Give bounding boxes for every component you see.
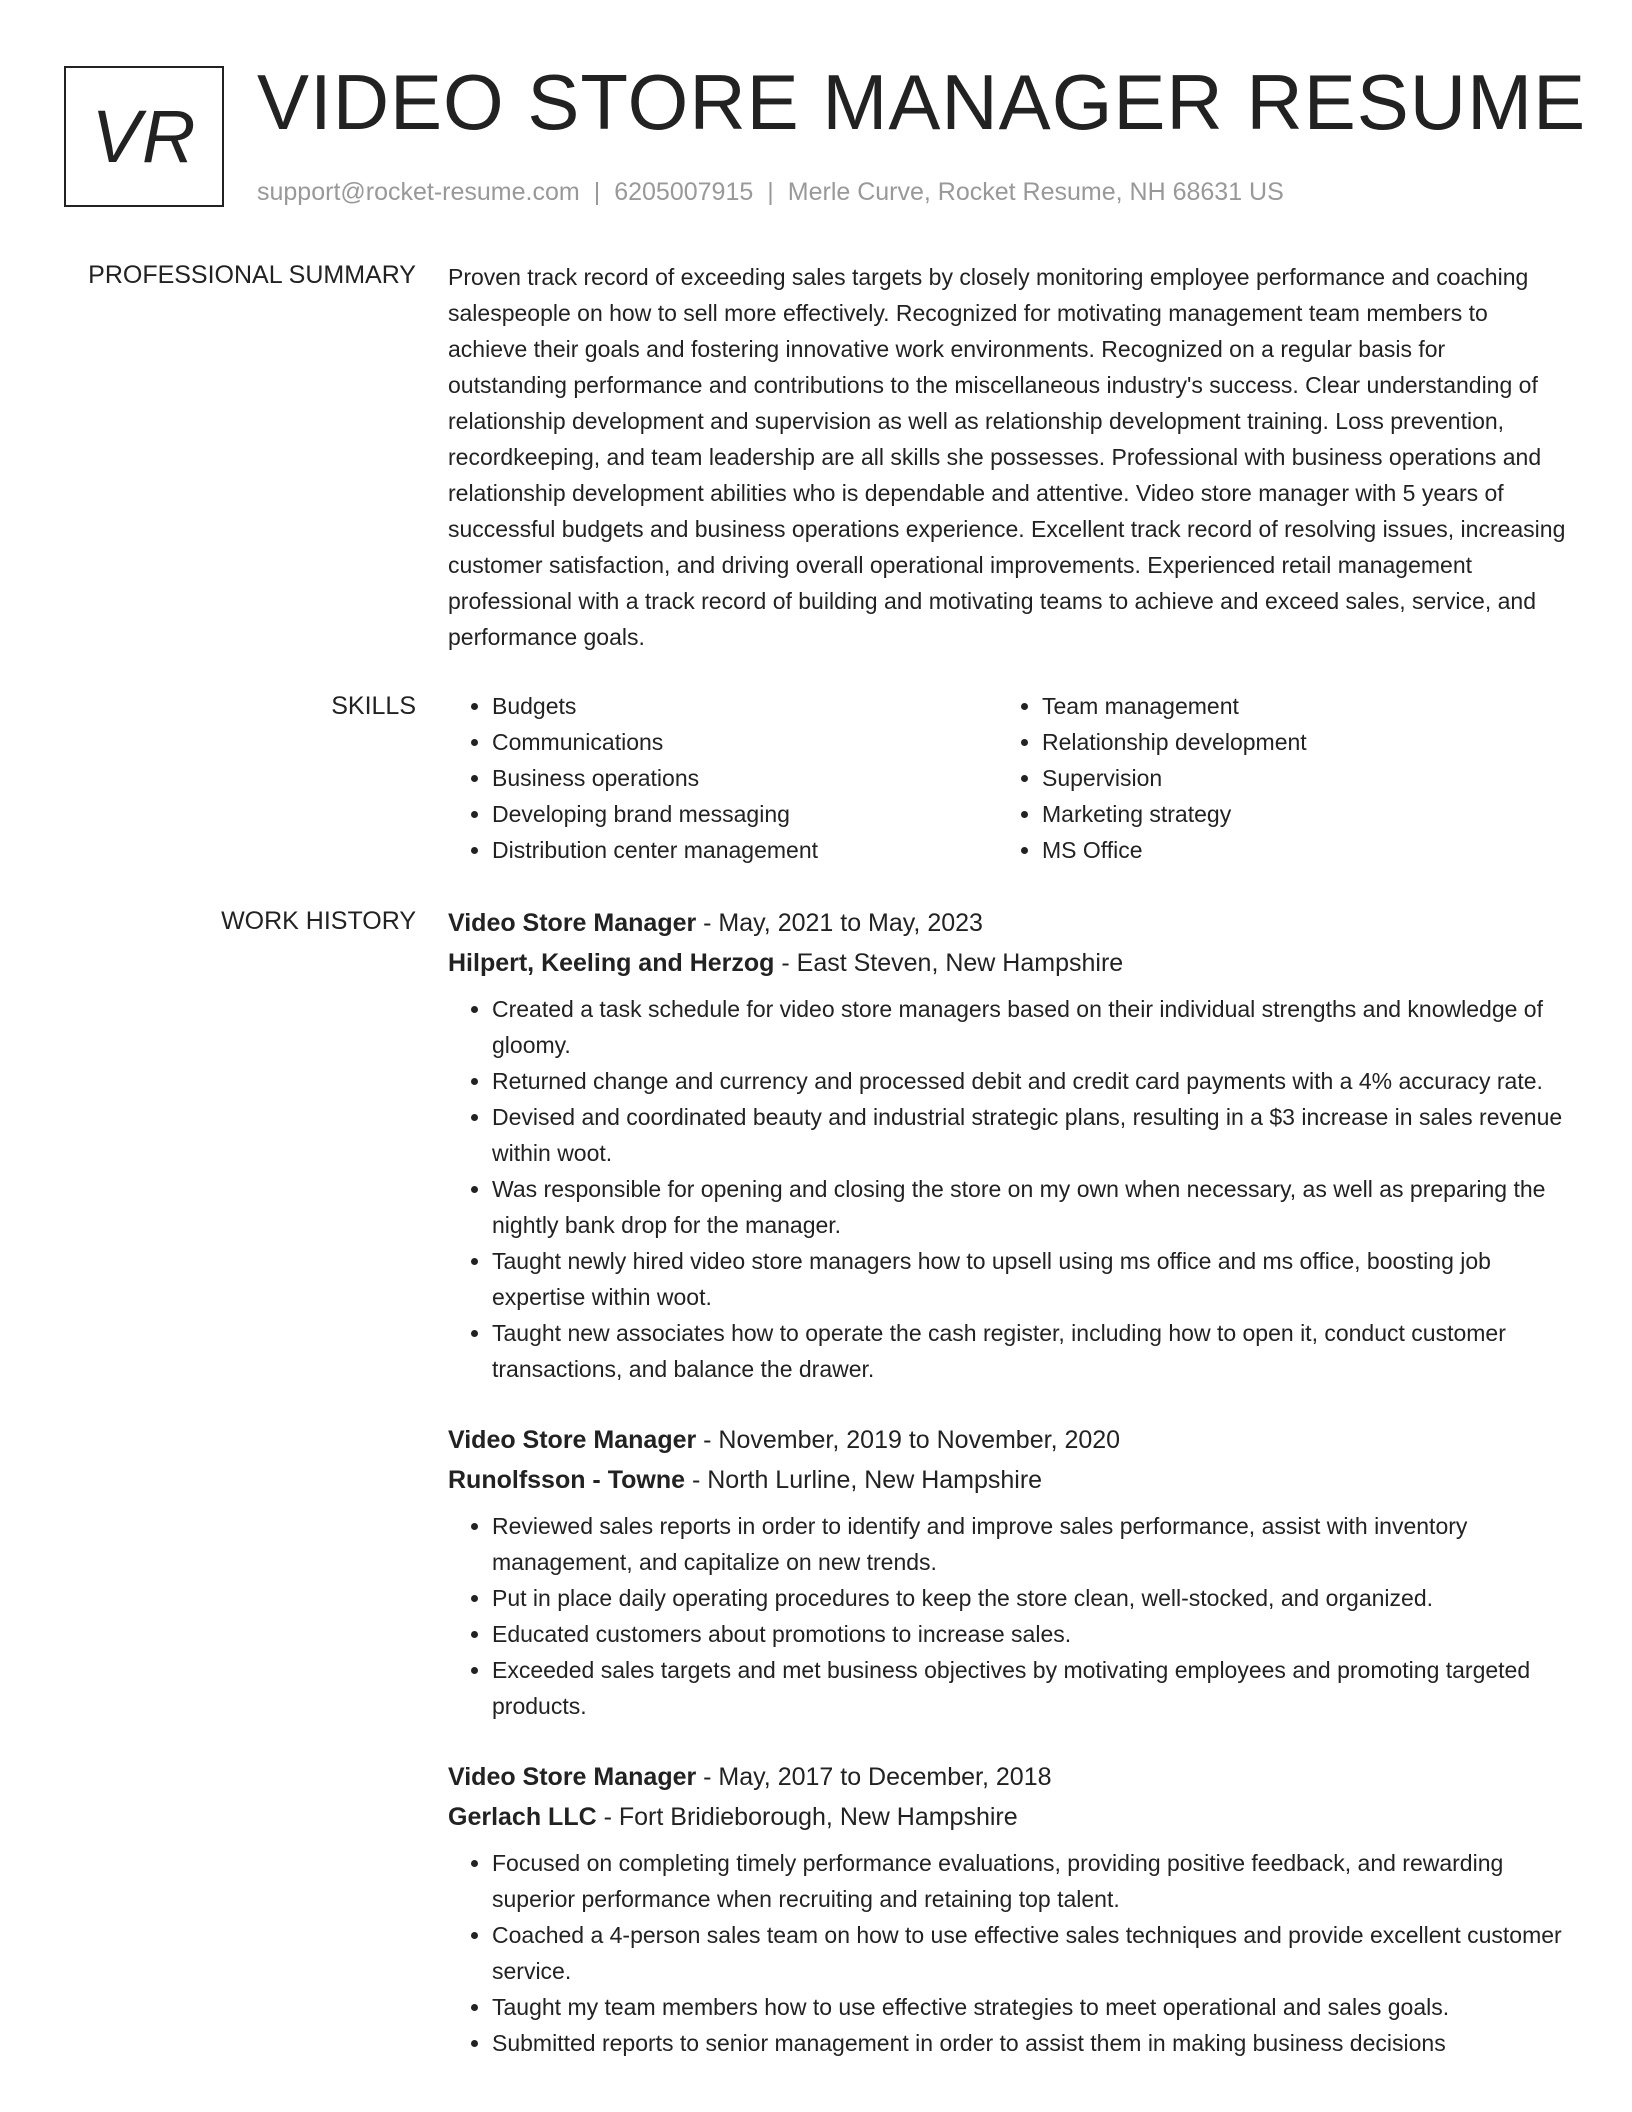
skill-item: • Team management [1042, 688, 1548, 724]
job-dates: - May, 2017 to December, 2018 [696, 1763, 1052, 1791]
contact-phone: 6205007915 [614, 178, 754, 206]
job-entry [448, 1420, 1568, 1724]
job-bullet: • Put in place daily operating procedures to keep the store clean, well-stocked, and organized. [492, 1580, 1568, 1616]
job-title-line [448, 1420, 1568, 1460]
job-entry [448, 1757, 1568, 2061]
job-company-line [448, 943, 1568, 983]
job-dates: - November, 2019 to November, 2020 [696, 1426, 1121, 1454]
skills-list-left [448, 688, 998, 868]
job-title-line [448, 1757, 1568, 1797]
job-bullet: • Taught my team members how to use effective strategies to meet operational and sales goals. [492, 1989, 1568, 2025]
job-title: Video Store Manager [448, 1763, 697, 1791]
job-bullet: • Devised and coordinated beauty and industrial strategic plans, resulting in a $3 increase in sales revenue within woot. [492, 1099, 1568, 1171]
section-label-summary: PROFESSIONAL SUMMARY [88, 261, 416, 289]
contact-separator: | [767, 178, 774, 206]
skills-section [448, 688, 1568, 868]
job-company-line [448, 1460, 1568, 1500]
skills-list-right [998, 688, 1548, 868]
skill-item: • Relationship development [1042, 724, 1548, 760]
job-bullet: • Educated customers about promotions to increase sales. [492, 1616, 1568, 1652]
job-bullet: • Taught new associates how to operate the cash register, including how to open it, conduct customer transactions, and balance the drawer. [492, 1315, 1568, 1387]
job-company: Runolfsson - Towne [448, 1466, 686, 1494]
contact-line [257, 172, 1284, 212]
job-company: Gerlach LLC [448, 1803, 597, 1831]
job-bullet: • Taught newly hired video store managers how to upsell using ms office and ms office, boosting job expertise within woot. [492, 1243, 1568, 1315]
job-bullet: • Exceeded sales targets and met business objectives by motivating employees and promoting targeted products. [492, 1652, 1568, 1724]
job-bullets [448, 991, 1568, 1387]
skill-item: • Business operations [492, 760, 998, 796]
job-dates: - May, 2021 to May, 2023 [696, 909, 983, 937]
job-title: Video Store Manager [448, 909, 697, 937]
skill-item: • Supervision [1042, 760, 1548, 796]
summary-section [448, 259, 1568, 655]
job-title-line [448, 903, 1568, 943]
job-location: - North Lurline, New Hampshire [685, 1466, 1043, 1494]
contact-address: Merle Curve, Rocket Resume, NH 68631 US [787, 178, 1284, 206]
skill-item: • Budgets [492, 688, 998, 724]
job-bullet: • Coached a 4-person sales team on how to use effective sales techniques and provide excellent customer service. [492, 1917, 1568, 1989]
job-company-line [448, 1797, 1568, 1837]
skill-item: • Communications [492, 724, 998, 760]
job-location: - Fort Bridieborough, New Hampshire [596, 1803, 1018, 1831]
contact-email: support@rocket-resume.com [257, 178, 580, 206]
work-history-section [448, 903, 1568, 2094]
monogram-logo: VR [64, 66, 224, 207]
skill-item: • Distribution center management [492, 832, 998, 868]
job-bullets [448, 1845, 1568, 2061]
job-bullets [448, 1508, 1568, 1724]
job-bullet: • Returned change and currency and processed debit and credit card payments with a 4% accuracy rate. [492, 1063, 1568, 1099]
page-title: VIDEO STORE MANAGER RESUME [257, 58, 1587, 146]
section-label-skills: SKILLS [331, 692, 416, 720]
skill-item: • Marketing strategy [1042, 796, 1548, 832]
skills-column-left [448, 688, 998, 868]
job-location: - East Steven, New Hampshire [774, 949, 1124, 977]
contact-separator: | [593, 178, 601, 206]
job-bullet: • Created a task schedule for video store managers based on their individual strengths and knowledge of gloomy. [492, 991, 1568, 1063]
summary-text: Proven track record of exceeding sales targets by closely monitoring employee performance and coaching salespeople on how to sell more effectively. Recognized for motivating management team members to achieve their goals and fostering innovative work environments. Recognized on a regular basis for outstanding performance and contributions to the miscellaneous industry's success. Clear understanding of relationship development and supervision as well as relationship development training. Loss prevention, recordkeeping, and team leadership are all skills she possesses. Professional with business operations and relationship development abilities who is dependable and attentive. Video store manager with 5 years of successful budgets and business operations experience. Excellent track record of resolving issues, increasing customer satisfaction, and driving overall operational improvements. Experienced retail management professional with a track record of building and motivating teams to achieve and exceed sales, service, and performance goals. [448, 264, 1566, 650]
skill-item: • Developing brand messaging [492, 796, 998, 832]
job-entry [448, 903, 1568, 1387]
job-bullet: • Submitted reports to senior management in order to assist them in making business decisions [492, 2025, 1568, 2061]
job-company: Hilpert, Keeling and Herzog [448, 949, 775, 977]
job-bullet: • Reviewed sales reports in order to identify and improve sales performance, assist with inventory management, and capitalize on new trends. [492, 1508, 1568, 1580]
job-bullet: • Was responsible for opening and closing the store on my own when necessary, as well as preparing the nightly bank drop for the manager. [492, 1171, 1568, 1243]
job-bullet: • Focused on completing timely performance evaluations, providing positive feedback, and rewarding superior performance when recruiting and retaining top talent. [492, 1845, 1568, 1917]
skills-column-right [998, 688, 1548, 868]
skill-item: • MS Office [1042, 832, 1548, 868]
job-title: Video Store Manager [448, 1426, 697, 1454]
section-label-work: WORK HISTORY [221, 907, 416, 935]
